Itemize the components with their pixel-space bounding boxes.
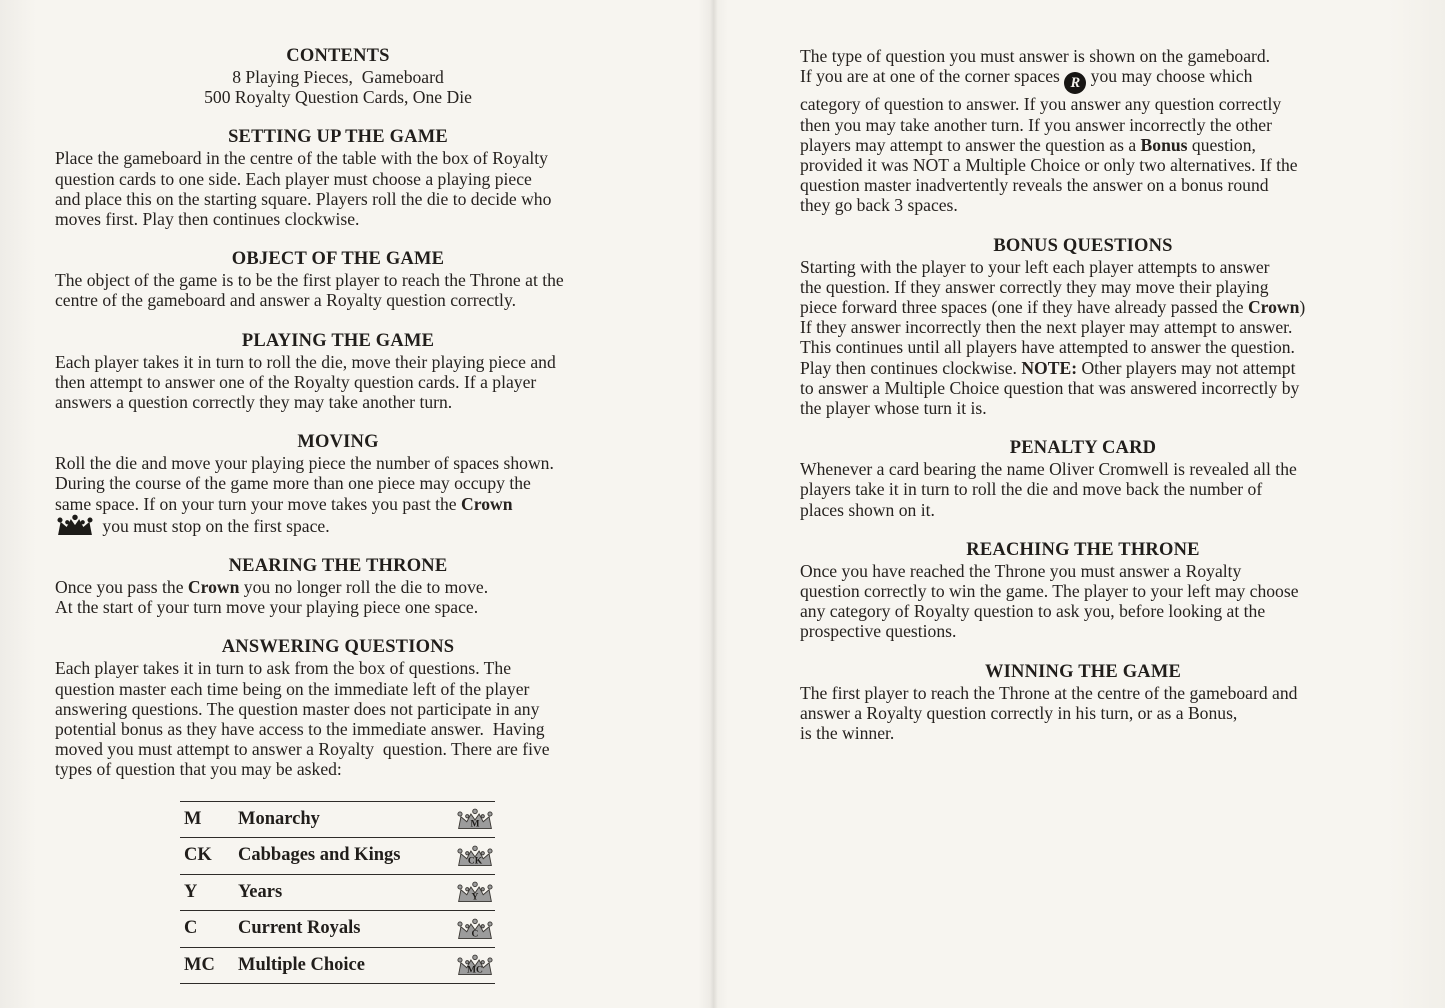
question-type-code: CK: [184, 845, 212, 866]
text-line: The first player to reach the Throne at the centre of the gameboard and: [800, 682, 1298, 703]
text-line: moved you must attempt to answer a Royalty question. There are five: [55, 739, 550, 760]
moving-paragraph: [55, 453, 673, 536]
text-line: is the winner.: [800, 722, 895, 743]
moving-heading: MOVING: [297, 432, 379, 453]
text-line: to answer a Multiple Choice question that was answered incorrectly by: [800, 377, 1300, 398]
crown-icon: [445, 845, 495, 867]
question-type-label: Monarchy: [238, 808, 320, 829]
bonus-questions-heading: BONUS QUESTIONS: [993, 235, 1173, 256]
crown-icon: [445, 808, 495, 830]
text-line: question cards to one side. Each player must choose a playing piece: [55, 168, 532, 189]
table-row: [180, 874, 495, 911]
question-types-table: [180, 801, 495, 985]
right-page: [800, 0, 1418, 743]
text-line: you must stop on the first space.: [55, 514, 673, 536]
section-answering: [55, 637, 673, 779]
text-line: Place the gameboard in the centre of the table with the box of Royalty: [55, 148, 548, 169]
text-line: places shown on it.: [800, 499, 935, 520]
text-line: Each player takes it in turn to ask from the box of questions. The: [55, 658, 512, 679]
text-line: players may attempt to answer the question as a Bonus question,: [800, 134, 1256, 155]
svg-text:C: C: [471, 928, 479, 940]
nearing-throne-paragraph: [55, 577, 673, 617]
text-line: Play then continues clockwise. NOTE: Other players may not attempt: [800, 357, 1296, 378]
object-heading: OBJECT OF THE GAME: [231, 249, 445, 270]
section-playing: [55, 331, 673, 413]
text-line: This continues until all players have attempted to answer the question.: [800, 337, 1295, 358]
section-reaching-throne: [800, 540, 1418, 642]
penalty-card-paragraph: [800, 459, 1418, 520]
text-line: types of question that you may be asked:: [55, 759, 342, 780]
section-bonus-questions: [800, 236, 1418, 419]
section-contents: [55, 46, 673, 107]
reaching-throne-paragraph: [800, 561, 1418, 642]
table-row: [180, 801, 495, 838]
winning-paragraph: [800, 683, 1418, 744]
section-setting-up: [55, 127, 673, 229]
answering-paragraph: [55, 658, 673, 779]
text-line: piece forward three spaces (one if they have already passed the Crown): [800, 296, 1306, 317]
text-line: 500 Royalty Question Cards, One Die: [204, 87, 472, 108]
question-type-label: Cabbages and Kings: [238, 845, 401, 866]
nearing-throne-heading: NEARING THE THRONE: [228, 556, 448, 577]
royalty-badge-icon: R: [1064, 72, 1086, 94]
text-line: answers a question correctly they may take another turn.: [55, 392, 453, 413]
penalty-card-heading: PENALTY CARD: [1009, 438, 1157, 459]
winning-heading: WINNING THE GAME: [984, 661, 1182, 682]
text-line: players take it in turn to roll the die and move back the number of: [800, 479, 1263, 500]
text-line: During the course of the game more than one piece may occupy the: [55, 473, 531, 494]
text-line: If you are at one of the corner spaces R you may choose which: [800, 66, 1418, 94]
text-line: question correctly to win the game. The player to your left may choose: [800, 580, 1299, 601]
text-line: If they answer incorrectly then the next player may attempt to answer.: [800, 317, 1293, 338]
section-penalty-card: [800, 438, 1418, 520]
bonus-questions-paragraph: [800, 257, 1418, 419]
question-type-label: Years: [238, 881, 283, 902]
svg-text:CK: CK: [467, 855, 483, 867]
section-object: [55, 249, 673, 310]
playing-paragraph: [55, 352, 673, 413]
text-line: then attempt to answer one of the Royalty question cards. If a player: [55, 371, 537, 392]
text-line: then you may take another turn. If you answer incorrectly the other: [800, 114, 1272, 135]
text-line: centre of the gameboard and answer a Royalty question correctly.: [55, 290, 517, 311]
text-line: same space. If on your turn your move takes you past the Crown: [55, 493, 513, 514]
text-line: The object of the game is to be the first player to reach the Throne at the: [55, 270, 564, 291]
svg-text:MC: MC: [467, 965, 483, 977]
section-nearing-throne: [55, 556, 673, 617]
intro-paragraph: [800, 46, 1418, 216]
text-line: Starting with the player to your left each player attempts to answer: [800, 256, 1270, 277]
page-fold-shadow: [698, 0, 728, 1008]
question-type-code: M: [184, 808, 202, 829]
question-type-code: MC: [184, 954, 215, 975]
object-paragraph: [55, 270, 673, 310]
text-line: prospective questions.: [800, 621, 957, 642]
text-line: Roll the die and move your playing piece the number of spaces shown.: [55, 453, 554, 474]
text-line: category of question to answer. If you answer any question correctly: [800, 94, 1282, 115]
table-row: [180, 837, 495, 874]
text-line: At the start of your turn move your playing piece one space.: [55, 597, 479, 618]
text-line: Once you have reached the Throne you must answer a Royalty: [800, 560, 1242, 581]
text-line: they go back 3 spaces.: [800, 195, 958, 216]
text-line: and place this on the starting square. Players roll the die to decide who: [55, 188, 552, 209]
setting-up-heading: SETTING UP THE GAME: [228, 127, 448, 148]
text-line: answering questions. The question master does not participate in any: [55, 698, 540, 719]
text-line: the player whose turn it is.: [800, 397, 987, 418]
svg-text:M: M: [470, 819, 480, 831]
reaching-throne-heading: REACHING THE THRONE: [966, 539, 1200, 560]
crown-icon: [55, 514, 95, 536]
section-winning: [800, 662, 1418, 744]
table-row: [180, 947, 495, 984]
question-type-label: Current Royals: [238, 918, 361, 939]
text-line: moves first. Play then continues clockwise.: [55, 209, 360, 230]
text-line: Whenever a card bearing the name Oliver Cromwell is revealed all the: [800, 459, 1297, 480]
crown-icon: [445, 954, 495, 976]
text-line: the question. If they answer correctly they may move their playing: [800, 276, 1269, 297]
contents-heading: CONTENTS: [286, 46, 390, 66]
setting-up-paragraph: [55, 148, 673, 229]
question-type-code: Y: [184, 881, 198, 902]
section-moving: [55, 432, 673, 536]
contents-list: [55, 67, 673, 107]
text-line: answer a Royalty question correctly in his turn, or as a Bonus,: [800, 702, 1238, 723]
text-line: potential bonus as they have access to the immediate answer. Having: [55, 719, 545, 740]
table-row: [180, 910, 495, 947]
text-line: question master each time being on the immediate left of the player: [55, 678, 530, 699]
text-line: question master inadvertently reveals the answer on a bonus round: [800, 175, 1269, 196]
text-line: The type of question you must answer is shown on the gameboard.: [800, 46, 1271, 66]
text-line: 8 Playing Pieces, Gameboard: [232, 67, 444, 87]
text-line: provided it was NOT a Multiple Choice or only two alternatives. If the: [800, 154, 1298, 175]
playing-heading: PLAYING THE GAME: [241, 330, 435, 351]
question-type-code: C: [184, 918, 198, 939]
left-page: [55, 0, 673, 984]
text-line: Each player takes it in turn to roll the die, move their playing piece and: [55, 351, 556, 372]
text-line: any category of Royalty question to ask you, before looking at the: [800, 601, 1266, 622]
question-type-label: Multiple Choice: [238, 954, 365, 975]
text-line: Once you pass the Crown you no longer roll the die to move.: [55, 577, 489, 598]
answering-heading: ANSWERING QUESTIONS: [221, 637, 455, 658]
crown-icon: [445, 918, 495, 940]
section-question-types-intro: [800, 46, 1418, 216]
svg-text:Y: Y: [471, 892, 479, 904]
crown-icon: [445, 881, 495, 903]
